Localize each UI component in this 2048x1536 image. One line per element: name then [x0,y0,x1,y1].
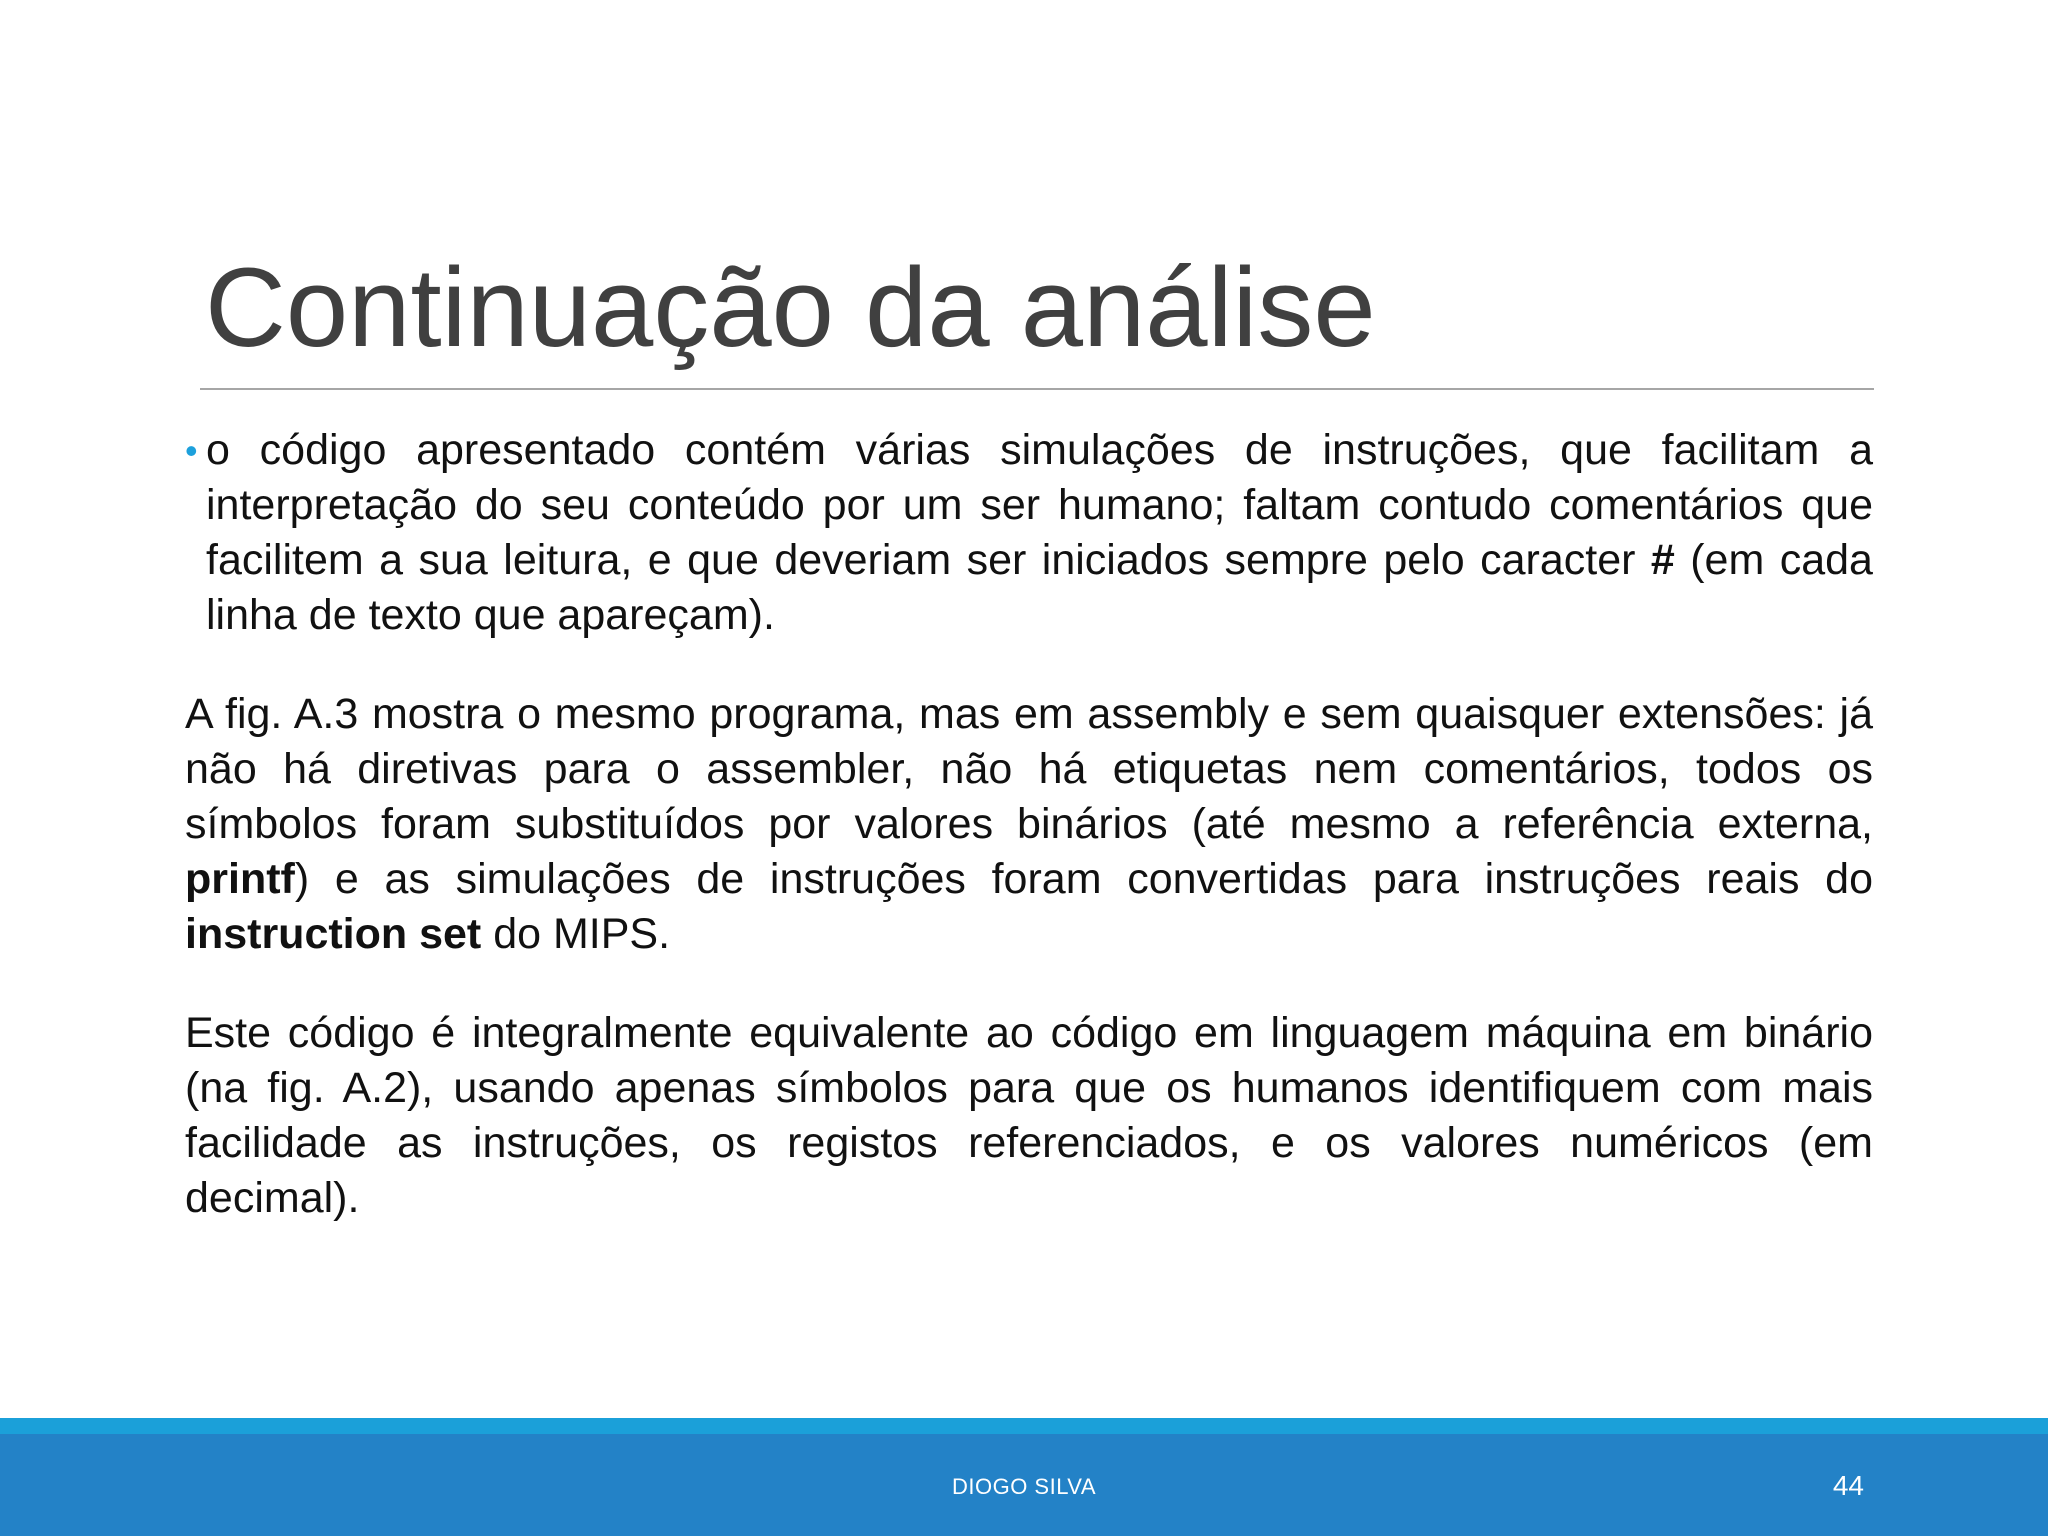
paragraph1-bold-instruction-set: instruction set [185,910,482,958]
slide-body [185,423,1873,1270]
title-divider [200,388,1874,390]
footer-accent-stripe [0,1418,2048,1434]
paragraph1-bold-printf: printf [185,855,295,903]
paragraph1-part3: do MIPS. [481,910,671,958]
bullet-text-after: (em cada linha de texto que apareçam). [206,536,1873,639]
bullet-icon: • [185,430,198,471]
slide-title: Continuação da análise [205,245,1376,370]
bullet-paragraph [185,423,1873,643]
page-number: 44 [1832,1470,1864,1501]
bullet-text-before: o código apresentado contém várias simulações de instruções, que facilitam a interpretação do seu conteúdo por um ser humano; faltam contudo comentários que facilitem a sua leitura, e que deveriam ser iniciados sempre pelo caracter [206,426,1873,584]
paragraph-equivalence: Este código é integralmente equivalente ao código em linguagem máquina em binário (na fig. A.2), usando apenas símbolos para que os humanos identifiquem com mais facilidade as instruções, os registos referenciados, e os valores numéricos (em decimal). [185,1009,1873,1222]
paragraph-assembly [185,687,1873,962]
bullet-bold-hash: # [1650,536,1675,584]
paragraph1-part1: A fig. A.3 mostra o mesmo programa, mas em assembly e sem quaisquer extensões: já não há diretivas para o assembler, não há etiquetas nem comentários, todos os símbolos foram substituídos por valores binários (até mesmo a referência externa, [185,690,1873,848]
paragraph1-part2: ) e as simulações de instruções foram convertidas para instruções reais do [294,855,1873,903]
footer-author: DIOGO SILVA [951,1474,1097,1499]
